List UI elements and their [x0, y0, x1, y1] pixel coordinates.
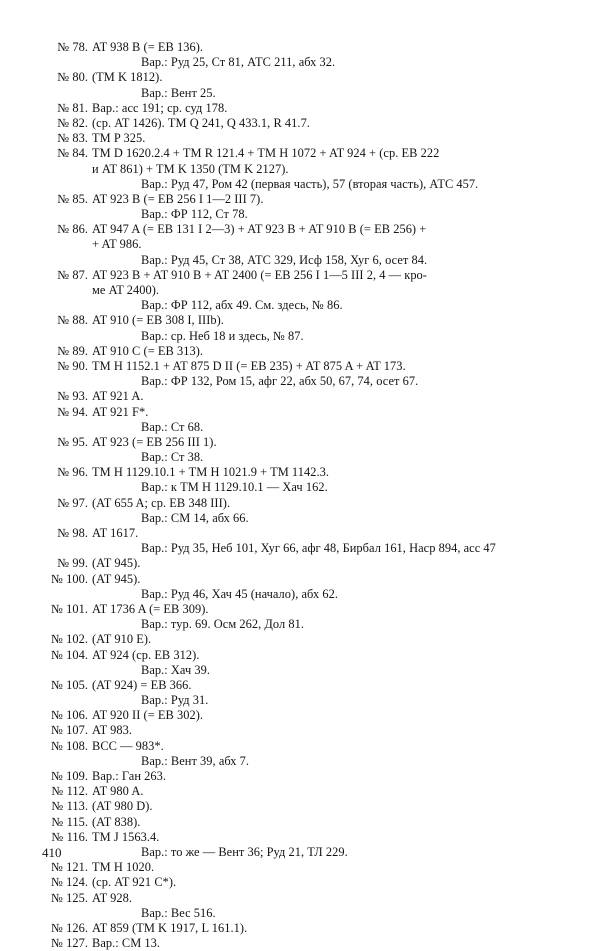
entry-text: Вар.: Ст 68. [141, 419, 204, 434]
entry-line [48, 860, 578, 875]
entry-number: № 125. [51, 890, 88, 905]
entry-line [48, 830, 578, 845]
entry-line [48, 359, 578, 374]
entry-number: № 113. [51, 799, 88, 814]
entry-line [48, 116, 578, 131]
entry-text: Вар.: ср. Неб 18 и здесь, № 87. [141, 328, 304, 343]
entry-number: № 112. [51, 784, 88, 799]
entry-number: № 107. [51, 723, 88, 738]
entry-text: Вар.: Вент 25. [141, 85, 216, 100]
continuation-line [48, 162, 578, 177]
entry-text: Вар.: СМ 14, абх 66. [141, 510, 249, 525]
entry-line [48, 496, 578, 511]
entry-text: (AT 838). [92, 814, 141, 829]
entry-text: Вар.: Руд 25, Ст 81, АТС 211, абх 32. [141, 55, 336, 70]
variant-line [48, 663, 578, 678]
entry-text: AT 910 C (= EB 313). [92, 343, 204, 358]
entry-number: № 93. [57, 389, 88, 404]
entry-line [48, 678, 578, 693]
entry-line [48, 344, 578, 359]
continuation-line [48, 283, 578, 298]
entry-number: № 100. [51, 571, 88, 586]
entry-number: № 95. [57, 434, 88, 449]
entry-line [48, 70, 578, 85]
entry-text: TM D 1620.2.4 + TM R 121.4 + TM H 1072 + AT 924 + (ср. EB 222 [92, 146, 440, 161]
variant-line [48, 55, 578, 70]
variant-line [48, 845, 578, 860]
entry-number: № 87. [57, 267, 88, 282]
entry-line [48, 648, 578, 663]
entry-text: Вар.: Руд 47, Ром 42 (первая часть), 57 (вторая часть), АТС 457. [141, 176, 479, 191]
entry-line [48, 435, 578, 450]
entry-line [48, 268, 578, 283]
entry-number: № 84. [57, 146, 88, 161]
entry-text: (AT 945). [92, 556, 141, 571]
entry-line [48, 131, 578, 146]
variant-line [48, 541, 578, 556]
entry-line [48, 222, 578, 237]
entry-text: AT 910 (= EB 308 I, IIIb). [92, 313, 224, 328]
variant-line [48, 420, 578, 435]
variant-line [48, 253, 578, 268]
entry-text: AT 1736 A (= EB 309). [92, 601, 209, 616]
entry-text: и AT 861) + TM K 1350 (TM K 2127). [92, 161, 289, 176]
variant-line [48, 374, 578, 389]
entry-text: Вар.: Руд 35, Неб 101, Хуг 66, афг 48, Бирбал 161, Наср 894, асс 47 [141, 541, 496, 556]
entry-text: Вар.: ФР 112, абх 49. См. здесь, № 86. [141, 298, 343, 313]
entry-number: № 105. [51, 677, 88, 692]
entry-number: № 97. [57, 495, 88, 510]
entry-line [48, 891, 578, 906]
entry-text: AT 920 II (= EB 302). [92, 708, 204, 723]
entry-number: № 101. [51, 601, 88, 616]
entry-text: (AT 910 E). [92, 632, 152, 647]
entry-text: Вар.: тур. 69. Осм 262, Дол 81. [141, 617, 304, 632]
entry-text: Вар.: Руд 31. [141, 693, 209, 708]
variant-line [48, 511, 578, 526]
entry-text: AT 923 B + AT 910 B + AT 2400 (= EB 256 I 1—5 III 2, 4 — кро- [92, 267, 427, 282]
entry-text: AT 923 B (= EB 256 I 1—2 III 7). [92, 191, 264, 206]
entry-number: № 102. [51, 632, 88, 647]
entry-number: № 106. [51, 708, 88, 723]
entry-line [48, 739, 578, 754]
variant-line [48, 177, 578, 192]
entry-text: BCC — 983*. [92, 738, 164, 753]
entry-line [48, 632, 578, 647]
entry-line [48, 723, 578, 738]
entry-number: № 90. [57, 358, 88, 373]
entry-text: Вар.: ФР 132, Ром 15, афг 22, абх 50, 67, 74, осет 67. [141, 374, 419, 389]
entry-number: № 88. [57, 313, 88, 328]
entry-number: № 109. [51, 769, 88, 783]
entry-number: № 89. [57, 343, 88, 358]
entry-text: TM H 1020. [92, 860, 155, 875]
entry-text: AT 928. [92, 890, 133, 905]
entry-text: AT 1617. [92, 526, 139, 540]
entry-text: Вар.: Ст 38. [141, 450, 204, 465]
entry-number: № 104. [51, 647, 88, 662]
entry-text: (ср. AT 1426). TM Q 241, Q 433.1, R 41.7. [92, 115, 310, 130]
entry-text: AT 938 B (= EB 136). [92, 40, 204, 54]
entry-line [48, 602, 578, 617]
entry-text: (AT 945). [92, 571, 141, 586]
variant-line [48, 754, 578, 769]
variant-line [48, 207, 578, 222]
entry-line [48, 799, 578, 814]
entry-line [48, 875, 578, 890]
entry-line [48, 921, 578, 936]
entry-text: Вар.: ФР 112, Ст 78. [141, 207, 248, 222]
variant-line [48, 329, 578, 344]
entry-number: № 80. [57, 70, 88, 85]
entry-text: AT 921 A. [92, 389, 144, 404]
entry-number: № 85. [57, 191, 88, 206]
entry-text: Вар.: Руд 45, Ст 38, АТС 329, Исф 158, Хуг 6, осет 84. [141, 252, 428, 267]
variant-line [48, 587, 578, 602]
entry-text: AT 921 F*. [92, 404, 149, 419]
entry-number: № 82. [57, 115, 88, 130]
entry-text: Вар.: к TM H 1129.10.1 — Хач 162. [141, 480, 328, 495]
entry-number: № 108. [51, 738, 88, 753]
entry-line [48, 192, 578, 207]
entry-text: Вар.: Вент 39, абх 7. [141, 753, 250, 768]
entry-number: № 78. [57, 40, 88, 54]
entry-text: ме AT 2400). [92, 283, 160, 297]
entry-text: (AT 924) = EB 366. [92, 677, 192, 692]
entry-text: Вар.: то же — Вент 36; Руд 21, ТЛ 229. [141, 844, 348, 859]
entry-text: AT 923 (= EB 256 III 1). [92, 434, 217, 449]
entry-text: AT 924 (ср. EB 312). [92, 647, 200, 662]
variant-line [48, 298, 578, 313]
entry-number: № 115. [51, 814, 88, 829]
entry-line [48, 313, 578, 328]
entry-text: (TM K 1812). [92, 70, 163, 85]
entry-number: № 116. [51, 829, 88, 844]
entry-line [48, 40, 578, 55]
entry-text: (ср. AT 921 C*). [92, 875, 177, 890]
entry-text: AT 859 (TM K 1917, L 161.1). [92, 920, 248, 935]
entry-text: TM H 1152.1 + AT 875 D II (= EB 235) + AT 875 A + AT 173. [92, 358, 406, 373]
entry-number: № 86. [57, 222, 88, 237]
entry-number: № 126. [51, 920, 88, 935]
entry-number: № 83. [57, 131, 88, 146]
variant-line [48, 480, 578, 495]
entry-line [48, 572, 578, 587]
entry-text: TM J 1563.4. [92, 829, 160, 844]
entry-text: Вар.: Ган 263. [92, 769, 167, 783]
page-number: 410 [42, 845, 62, 860]
entry-number: № 94. [57, 404, 88, 419]
entry-line [48, 708, 578, 723]
entry-line [48, 146, 578, 161]
entry-text: Вар.: СМ 13. [92, 936, 161, 951]
continuation-line [48, 237, 578, 252]
entry-text: Вар.: Вес 516. [141, 905, 216, 920]
entry-text: TM H 1129.10.1 + TM H 1021.9 + TM 1142.3. [92, 465, 329, 480]
entry-text: (AT 980 D). [92, 799, 153, 814]
entry-line [48, 556, 578, 571]
entry-line [48, 101, 578, 116]
entry-number: № 81. [57, 100, 88, 115]
variant-line [48, 906, 578, 921]
entry-number: № 124. [51, 875, 88, 890]
entry-line [48, 769, 578, 784]
entry-text: AT 983. [92, 723, 133, 738]
entry-number: № 98. [57, 526, 88, 540]
entry-line [48, 405, 578, 420]
variant-line [48, 86, 578, 101]
index-entries [48, 40, 578, 951]
variant-line [48, 693, 578, 708]
variant-line [48, 450, 578, 465]
entry-text: + AT 986. [92, 237, 142, 252]
entry-text: AT 980 A. [92, 784, 144, 799]
entry-text: Вар.: Хач 39. [141, 662, 211, 677]
entry-number: № 127. [51, 936, 88, 951]
entry-number: № 99. [57, 556, 88, 571]
entry-line [48, 936, 578, 951]
entry-line [48, 389, 578, 404]
entry-text: TM P 325. [92, 131, 146, 146]
entry-text: Вар.: асс 191; ср. суд 178. [92, 100, 228, 115]
entry-line [48, 465, 578, 480]
entry-text: Вар.: Руд 46, Хач 45 (начало), абх 62. [141, 586, 338, 601]
entry-line [48, 815, 578, 830]
entry-text: (AT 655 A; ср. EB 348 III). [92, 495, 231, 510]
entry-line [48, 526, 578, 541]
entry-text: AT 947 A (= EB 131 I 2—3) + AT 923 B + AT 910 B (= EB 256) + [92, 222, 427, 237]
entry-line [48, 784, 578, 799]
entry-number: № 96. [57, 465, 88, 480]
variant-line [48, 617, 578, 632]
entry-number: № 121. [51, 860, 88, 875]
